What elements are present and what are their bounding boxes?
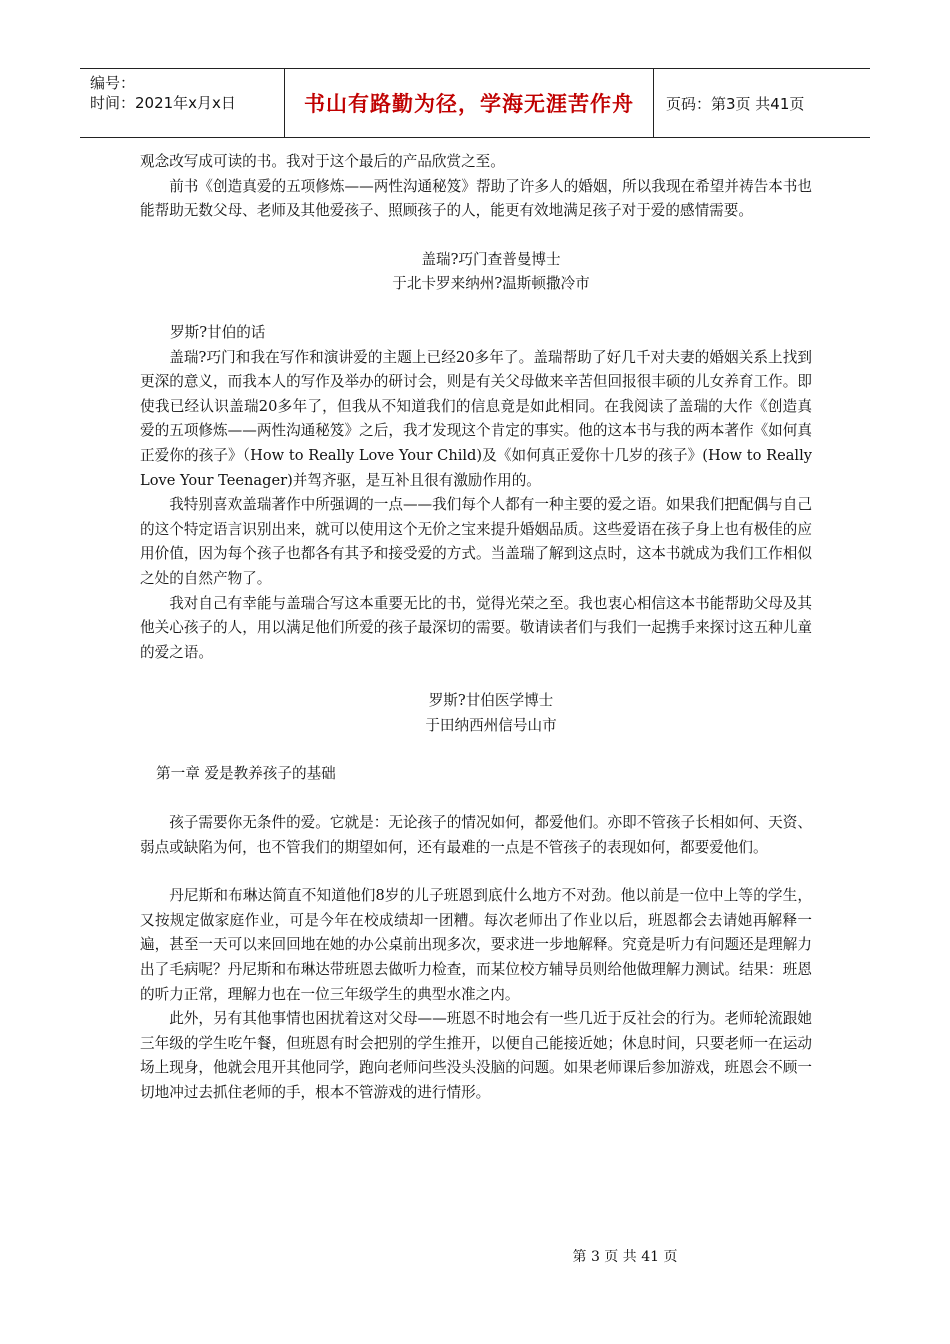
- document-date: 时间：2021年x月x日: [90, 94, 236, 112]
- paragraph: 孩子需要你无条件的爱。它就是：无论孩子的情况如何，都爱他们。亦即不管孩子长相如何、天资、弱点或缺陷为何，也不管我们的期望如何，还有最难的一点是不管孩子的表现如何，都要爱他们。: [140, 814, 812, 856]
- spacer: [140, 224, 812, 248]
- signature-place: 于北卡罗来纳州?温斯顿撒冷市: [392, 275, 590, 293]
- header-meta: [80, 69, 284, 137]
- paragraph: 此外，另有其他事情也困扰着这对父母——班恩不时地会有一些几近于反社会的行为。老师轮流跟她三年级的学生吃午餐，但班恩有时会把别的学生推开，以便自己能接近她；休息时间，只要老师一在运动场上现身，他就会甩开其他同学，跑向老师问些没头没脑的问题。如果老师课后参加游戏，班恩会不顾一切地冲过去抓住老师的手，根本不管游戏的进行情形。: [140, 1010, 812, 1101]
- spacer: [140, 738, 812, 762]
- spacer: [140, 665, 812, 689]
- header-motto: 书山有路勤为径，学海无涯苦作舟: [304, 92, 634, 116]
- signature-name: 罗斯?甘伯医学博士: [428, 692, 554, 710]
- paragraph: 前书《创造真爱的五项修炼——两性沟通秘笈》帮助了许多人的婚姻，所以我现在希望并祷告本书也能帮助无数父母、老师及其他爱孩子、照顾孩子的人，能更有效地满足孩子对于爱的感情需要。: [140, 177, 812, 220]
- document-body: [140, 150, 812, 1106]
- signature-name: 盖瑞?巧门查普曼博士: [421, 250, 561, 268]
- spacer: [140, 297, 812, 321]
- header-motto-cell: [284, 69, 654, 137]
- paragraph: 我特别喜欢盖瑞著作中所强调的一点——我们每个人都有一种主要的爱之语。如果我们把配偶与自己的这个特定语言识别出来，就可以使用这个无价之宝来提升婚姻品质。这些爱语在孩子身上也有极佳的应用价值，因为每个孩子也都各有其予和接受爱的方式。当盖瑞了解到这点时，这本书就成为我们工作相似之处的自然产物了。: [140, 496, 812, 587]
- page-footer: 第 3 页 共 41 页: [572, 1249, 678, 1265]
- signature-place: 于田纳西州信号山市: [425, 716, 557, 734]
- section-title: 罗斯?甘伯的话: [170, 323, 266, 341]
- paragraph: 我对自己有幸能与盖瑞合写这本重要无比的书，觉得光荣之至。我也衷心相信这本书能帮助父母及其他关心孩子的人，用以满足他们所爱的孩子最深切的需要。敬请读者们与我们一起携手来探讨这五种儿童的爱之语。: [140, 594, 812, 661]
- document-number-label: 编号：: [90, 74, 136, 92]
- spacer: [140, 860, 812, 884]
- page-header: [80, 68, 870, 138]
- header-page-info: 页码：第3页 共41页: [666, 94, 805, 113]
- chapter-heading: 第一章 爱是教养孩子的基础: [156, 765, 336, 783]
- paragraph: 观念改写成可读的书。我对于这个最后的产品欣赏之至。: [140, 153, 505, 170]
- spacer: [140, 787, 812, 811]
- paragraph: 丹尼斯和布琳达简直不知道他们8岁的儿子班恩到底什么地方不对劲。他以前是一位中上等的学生，又按规定做家庭作业，可是今年在校成绩却一团糟。每次老师出了作业以后，班恩都会去请她再解释一遍，甚至一天可以来回回地在她的办公桌前出现多次，要求进一步地解释。究竟是听力有问题还是理解力出了毛病呢？丹尼斯和布琳达带班恩去做听力检查，而某位校方辅导员则给他做理解力测试。结果：班恩的听力正常，理解力也在一位三年级学生的典型水准之内。: [140, 887, 812, 1003]
- paragraph: 盖瑞?巧门和我在写作和演讲爱的主题上已经20多年了。盖瑞帮助了好几千对夫妻的婚姻关系上找到更深的意义，而我本人的写作及举办的研讨会，则是有关父母做来辛苦但回报很丰硕的儿女养育工作。即使我已经认识盖瑞20多年了，但我从不知道我们的信息竟是如此相同。在我阅读了盖瑞的大作《创造真爱的五项修炼——两性沟通秘笈》之后，我才发现这个肯定的事实。他的这本书与我的两本著作《如何真正爱你的孩子》（How to Really Love Your Child)及《如何真正爱你十几岁的孩子》(How to Really Love Your Teenager)并驾齐驱，是互补且很有激励作用的。: [140, 348, 812, 489]
